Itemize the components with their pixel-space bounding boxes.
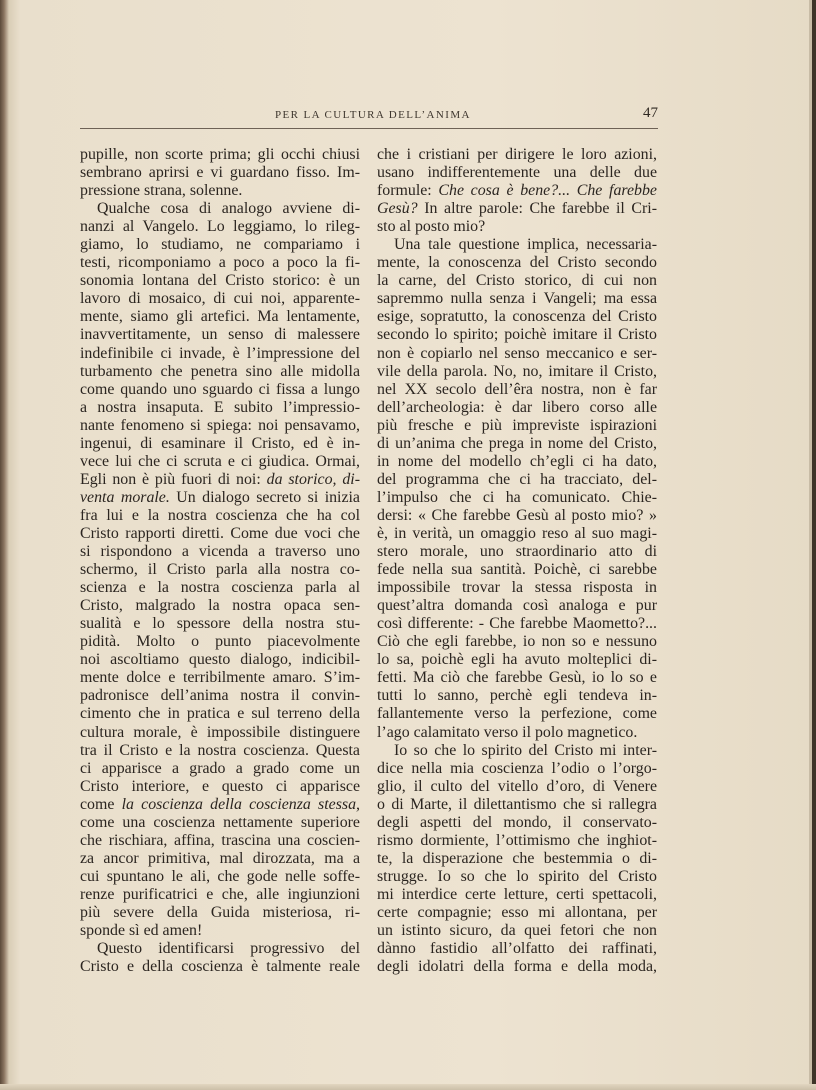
text-line: sembrano aprirsi e vi guardano fisso. Im-: [80, 164, 360, 182]
text-line: degli aspetti del mondo, il conservato-: [377, 813, 657, 831]
text-line: come quando uno sguardo ci fissa a lungo: [80, 380, 360, 398]
italic-emphasis: Gesù?: [377, 200, 418, 218]
text-line: esige, sopratutto, la conoscenza del Cristo: [377, 308, 657, 326]
text-line: inavvertitamente, un senso di malessere: [80, 326, 360, 344]
italic-emphasis: la coscienza della coscienza stessa,: [121, 795, 360, 813]
text-line: l’impulso che ci ha comunicato. Chie-: [377, 488, 657, 506]
text-line: quest’altra domanda così analoga e pur: [377, 597, 657, 615]
text-line: o di Marte, il dilettantismo che si rallegra: [377, 795, 657, 813]
text-line: stero morale, uno straordinario atto di: [377, 543, 657, 561]
text-line: Cristo rapporti diretti. Come due voci che: [80, 524, 360, 542]
page-header: [80, 105, 658, 127]
text-line: fede nella sua santità. Poichè, ci sarebbe: [377, 561, 657, 579]
text-line: sapremmo nulla senza i Vangeli; ma essa: [377, 290, 657, 308]
text-line: mente, siamo gli artefici. Ma lentamente,: [80, 308, 360, 326]
text-line: tra il Cristo e la nostra coscienza. Questa: [80, 741, 360, 759]
text-line: mente dolce e terribilmente amaro. S’im-: [80, 669, 360, 687]
text-line: Ciò che egli farebbe, io non so e nessuno: [377, 633, 657, 651]
text-line: Una tale questione implica, necessaria-: [394, 236, 657, 254]
text-line: è, in verità, un omaggio reso al suo magi-: [377, 524, 657, 542]
text-line: ingenui, di esaminare il Cristo, ed è in-: [80, 434, 360, 452]
text-line: Egli non è più fuori di noi: da storico, di-: [80, 470, 360, 488]
text-line: vile della parola. No, no, imitare il Cristo,: [377, 362, 657, 380]
text-line: pressione strana, solenne.: [80, 182, 243, 200]
text-line: così differente: - Che farebbe Maometto?...: [377, 615, 657, 633]
text-line: Questo identificarsi progressivo del: [97, 940, 360, 958]
text-line: vece lui che ci scruta e ci giudica. Ormai,: [80, 452, 360, 470]
text-line: non è copiarlo nel senso meccanico e ser-: [377, 344, 657, 362]
text-line: come la coscienza della coscienza stessa,: [80, 795, 360, 813]
text-line: nel XX secolo dell’êra nostra, non è far: [377, 380, 657, 398]
text-line: strugge. Io so che lo spirito del Cristo: [377, 867, 657, 885]
text-line: pupille, non scorte prima; gli occhi chiusi: [80, 146, 360, 163]
header-rule: [80, 128, 658, 129]
text-line: schermo, il Cristo parla alla nostra co-: [80, 561, 360, 579]
text-line: che i cristiani per dirigere le loro azioni,: [377, 146, 657, 163]
text-line: degli idolatri della forma e della moda,: [377, 958, 657, 976]
text-line: dànno fastidio all’olfatto dei raffinati,: [377, 940, 657, 958]
text-line: si rispondono a vicenda a traverso uno: [80, 543, 360, 561]
text-line: ci apparisce a grado a grado come un: [80, 759, 360, 777]
text-line: padronisce dell’anima nostra il convin-: [80, 687, 360, 705]
text-line: fallantemente verso la perfezione, come: [377, 705, 657, 723]
text-line: mi interdice certe letture, certi spettacoli,: [377, 885, 657, 903]
page-number: 47: [643, 105, 658, 121]
text-line: usano indifferentemente una delle due: [377, 164, 657, 182]
text-line: più severe della Guida misteriosa, ri-: [80, 903, 360, 921]
italic-emphasis: venta morale.: [80, 488, 170, 506]
text-line: te, la disperazione che bestemmia o di-: [377, 849, 657, 867]
text-line: turbamento che penetra sino alle midolla: [80, 362, 360, 380]
running-head: PER LA CULTURA DELL’ANIMA: [275, 109, 471, 121]
text-line: a nostra insaputa. E subito l’impressio-: [80, 398, 360, 416]
text-line: secondo lo spirito; poichè imitare il Cristo: [377, 326, 657, 344]
text-line: dell’archeologia: è dar libero corso alle: [377, 398, 657, 416]
right-text-column: [377, 146, 657, 976]
text-line: che rischiara, affina, trascina una coscien-: [80, 831, 360, 849]
text-line: di un’anima che prega in nome del Cristo,: [377, 434, 657, 452]
page-edge: [812, 0, 816, 1090]
text-line: sonomia lontana del Cristo storico: è un: [80, 272, 360, 290]
text-line: indefinibile ci invade, è l’impressione del: [80, 344, 360, 362]
text-line: scienza e la nostra coscienza parla al: [80, 579, 360, 597]
text-line: Cristo, malgrado la nostra opaca sen-: [80, 597, 360, 615]
text-line: Cristo e della coscienza è talmente reale: [80, 958, 360, 976]
text-line: tutti lo sanno, perchè egli tendeva in-: [377, 687, 657, 705]
page-bottom-edge: [0, 1084, 816, 1090]
text-line: fra lui e la nostra coscienza che ha col: [80, 506, 360, 524]
text-line: cui spuntano le ali, che gode nelle soffe-: [80, 867, 360, 885]
text-line: lavoro di mosaico, di cui noi, apparente-: [80, 290, 360, 308]
text-line: sto al posto mio?: [377, 218, 486, 236]
text-line: nante fenomeno si spiega: noi pensavamo,: [80, 416, 360, 434]
text-line: un istinto sicuro, da quei fetori che non: [377, 922, 657, 940]
text-line: pidità. Molto o punto piacevolmente: [80, 633, 360, 651]
text-line: za ancor primitiva, mal dirozzata, ma a: [80, 849, 360, 867]
text-line: certe compagnie; esso mi allontana, per: [377, 903, 657, 921]
text-line: venta morale. Un dialogo secreto si inizia: [80, 488, 360, 506]
text-line: come una coscienza nettamente superiore: [80, 813, 360, 831]
text-line: renze purificatrici e che, alle ingiunzioni: [80, 885, 360, 903]
text-line: formule: Che cosa è bene?... Che farebbe: [377, 182, 657, 200]
text-line: Io so che lo spirito del Cristo mi inter-: [394, 741, 657, 759]
left-text-column: [80, 146, 360, 976]
text-line: Qualche cosa di analogo avviene di-: [97, 200, 360, 218]
text-line: cimento che in pratica e sul terreno della: [80, 705, 360, 723]
text-line: del programma che ci ha tracciato, del-: [377, 470, 657, 488]
text-line: dersi: « Che farebbe Gesù al posto mio? »: [377, 506, 657, 524]
text-line: la carne, del Cristo storico, di cui non: [377, 272, 657, 290]
text-line: impossibile trovar la stessa risposta in: [377, 579, 657, 597]
text-line: l’ago calamitato verso il polo magnetico.: [377, 723, 638, 741]
text-line: giamo, lo studiamo, ne compariamo i: [80, 236, 360, 254]
text-line: in nome del modello ch’egli ci ha dato,: [377, 452, 657, 470]
text-line: rismo dormiente, l’ottimismo che inghiot-: [377, 831, 657, 849]
text-line: Gesù? In altre parole: Che farebbe il Cri-: [377, 200, 657, 218]
italic-emphasis: da storico, di-: [266, 470, 360, 488]
text-line: nanzi al Vangelo. Lo leggiamo, lo rileg-: [80, 218, 360, 236]
text-line: più fresche e più impreviste ispirazioni: [377, 416, 657, 434]
text-line: cultura morale, è impossibile distinguere: [80, 723, 360, 741]
text-line: fetti. Ma ciò che farebbe Gesù, io lo so e: [377, 669, 657, 687]
text-line: glio, il culto del vitello d’oro, di Venere: [377, 777, 657, 795]
text-line: sponde sì ed amen!: [80, 922, 203, 940]
text-line: mente, la conoscenza del Cristo secondo: [377, 254, 657, 272]
text-line: noi ascoltiamo questo dialogo, indicibil-: [80, 651, 360, 669]
text-line: lo sa, poichè egli ha avuto molteplici di-: [377, 651, 657, 669]
italic-emphasis: Che cosa è bene?... Che farebbe: [438, 182, 657, 200]
text-line: testi, ricomponiamo a poco a poco la fi-: [80, 254, 360, 272]
text-line: dice nella mia coscienza l’odio o l’orgo-: [377, 759, 657, 777]
text-line: Cristo interiore, e questo ci apparisce: [80, 777, 360, 795]
text-line: sualità e lo spessore della nostra stu-: [80, 615, 360, 633]
